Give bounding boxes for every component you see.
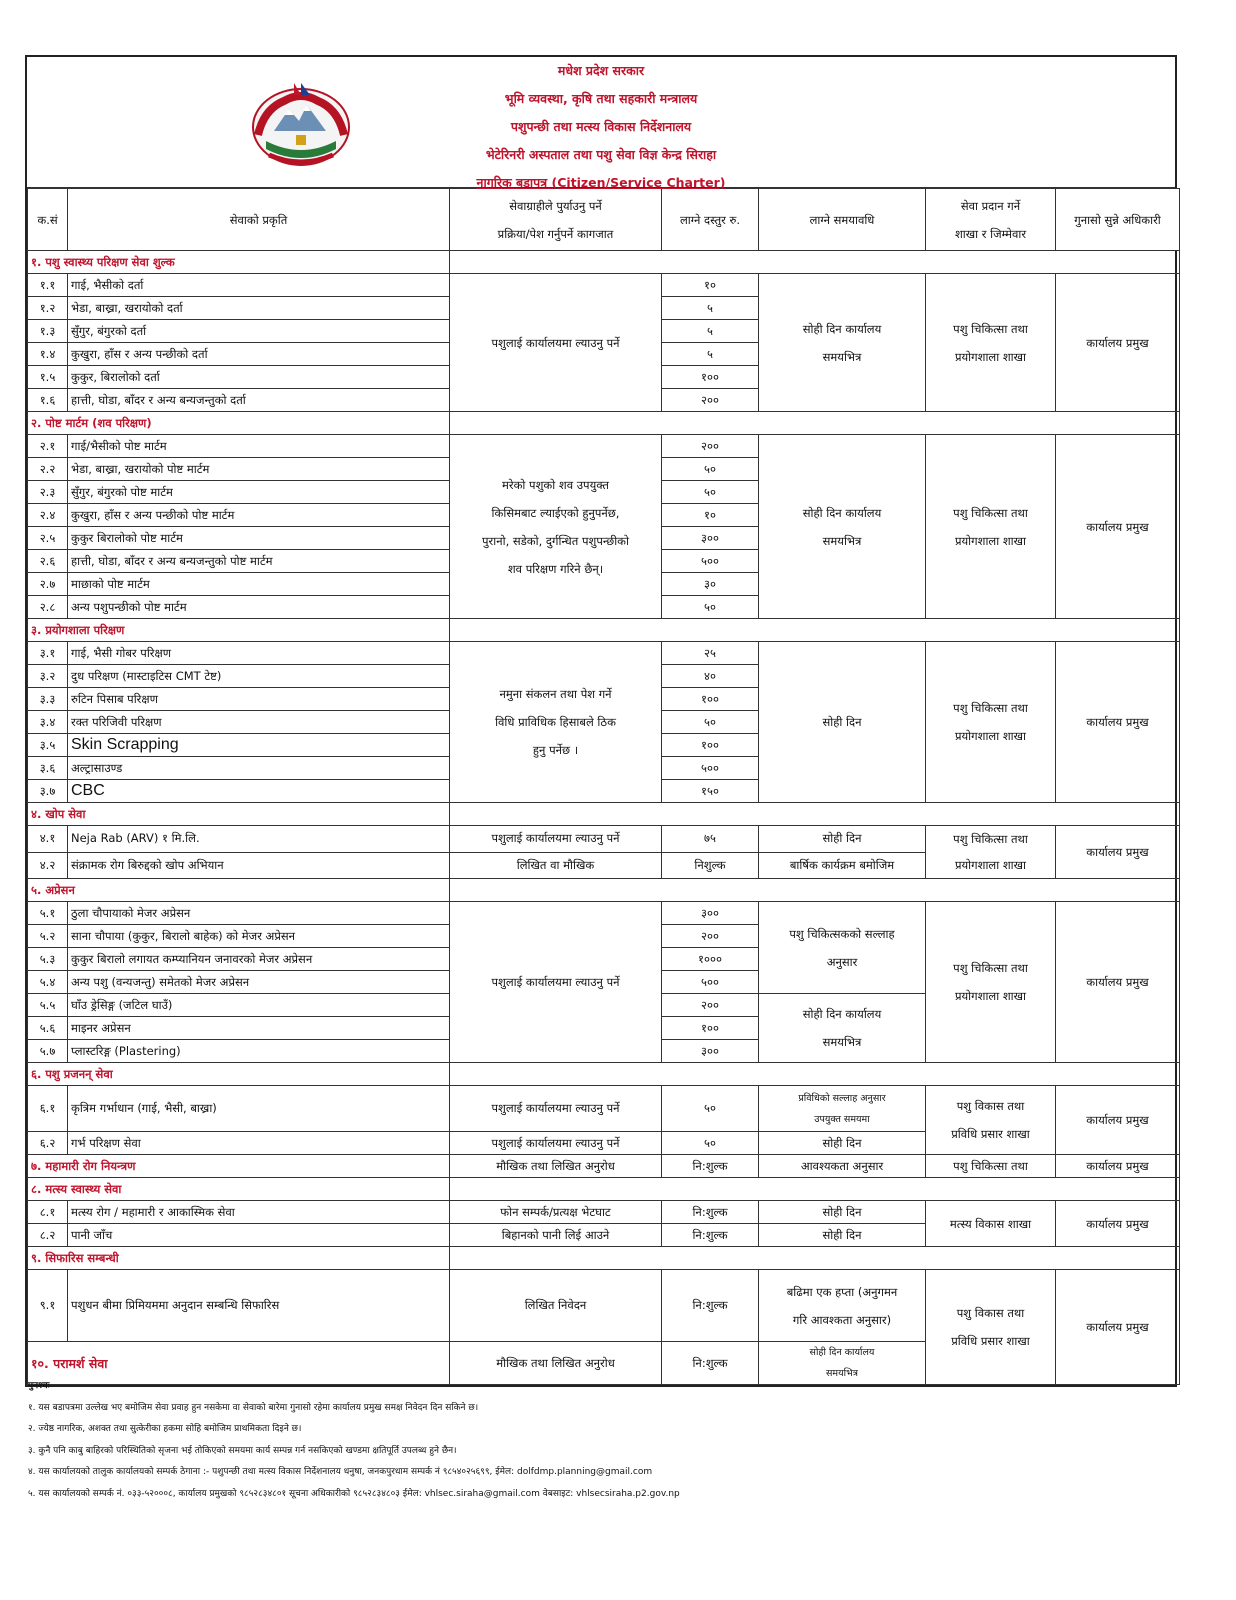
row-time: प्रविधिको सल्लाह अनुसार उपयुक्त समयमा [759,1086,926,1132]
row-fee: १००० [662,948,759,971]
row-officer: कार्यालय प्रमुख [1056,1155,1180,1178]
row-fee: ५०० [662,971,759,994]
row-fee: २०० [662,925,759,948]
row-name: सुँगुर, बंगुरको दर्ता [68,320,450,343]
col-sn: क.सं [28,189,68,251]
table-row [28,642,1180,665]
s3-branch: पशु चिकित्सा तथा प्रयोगशाला शाखा [926,642,1056,803]
s6-branch: पशु विकास तथा प्रविधि प्रसार शाखा [926,1086,1056,1155]
s2-officer: कार्यालय प्रमुख [1056,435,1180,619]
row-fee: ३०० [662,527,759,550]
row-no: २.२ [28,458,68,481]
table-row [28,435,1180,458]
row-name: माछाको पोष्ट मार्टम [68,573,450,596]
row-no: २.४ [28,504,68,527]
row-fee: ३०० [662,902,759,925]
row-name: गाई, भैसीको दर्ता [68,274,450,297]
row-name: गाई/भैसीको पोष्ट मार्टम [68,435,450,458]
row-no: ९.१ [28,1270,68,1342]
row-no: ५.१ [28,902,68,925]
row-fee: २०० [662,389,759,412]
row-no: ५.२ [28,925,68,948]
row-name: अन्य पशुपन्छीको पोष्ट मार्टम [68,596,450,619]
s6-officer: कार्यालय प्रमुख [1056,1086,1180,1155]
note-item: ३. कुनै पनि काबु बाहिरको परिस्थितिको सृजना भई तोकिएको समयमा कार्य सम्पन्न गर्न नसकिएको खण्डमा क्षतिपूर्ति उपलब्ध हुने छैन। [28,1445,457,1456]
header-line-3: पशुपन्छी तथा मत्स्य विकास निर्देशनालय [510,119,692,134]
row-fee: ५० [662,596,759,619]
s3-process: नमुना संकलन तथा पेश गर्ने विधि प्राविधिक हिसाबले ठिक हुनु पर्नेछ । [450,642,662,803]
table-row [28,1201,1180,1224]
table-row [28,1086,1180,1132]
row-fee: ५ [662,343,759,366]
row-no: २.१ [28,435,68,458]
row-name: भेडा, बाख्रा, खरायोको पोष्ट मार्टम [68,458,450,481]
row-fee: २०० [662,994,759,1017]
row-fee: नि:शुल्क [662,1270,759,1342]
table-row [28,274,1180,297]
row-no: ३.१ [28,642,68,665]
section-title: ७. महामारी रोग नियन्त्रण [28,1155,450,1178]
note-item: ५. यस कार्यालयको सम्पर्क नं. ०३३-५२०००८, कार्यालय प्रमुखको ९८५२८३४८०१ सूचना अधिकारीको ९८५२८३४८०३ ईमेल: vhlsec.siraha@gmail.com वेबसाइट: vhlsecsiraha.p2.gov.np [28,1488,680,1499]
section-8-row [28,1178,1180,1201]
row-name: दुध परिक्षण (मास्टाइटिस CMT टेष्ट) [68,665,450,688]
row-name: भेडा, बाख्रा, खरायोको दर्ता [68,297,450,320]
row-fee: १०० [662,734,759,757]
row-fee: ५० [662,1132,759,1155]
row-name: Neja Rab (ARV) १ मि.लि. [68,826,450,853]
s1-process: पशुलाई कार्यालयमा ल्याउनु पर्ने [450,274,662,412]
charter-header [27,57,1175,188]
s1-time: सोही दिन कार्यालय समयभित्र [759,274,926,412]
row-name: अन्य पशु (वन्यजन्तु) समेतको मेजर अप्रेसन [68,971,450,994]
row-fee: ५० [662,711,759,734]
s2-branch: पशु चिकित्सा तथा प्रयोगशाला शाखा [926,435,1056,619]
s1-branch: पशु चिकित्सा तथा प्रयोगशाला शाखा [926,274,1056,412]
row-no: १.४ [28,343,68,366]
row-name: CBC [68,780,450,803]
row-name: माइनर अप्रेसन [68,1017,450,1040]
s2-time: सोही दिन कार्यालय समयभित्र [759,435,926,619]
row-fee: १० [662,274,759,297]
section-title: १०. परामर्श सेवा [28,1342,450,1385]
row-fee: ४० [662,665,759,688]
row-fee: २०० [662,435,759,458]
section-6-row [28,1063,1180,1086]
section-title: ६. पशु प्रजनन् सेवा [28,1063,450,1086]
footnotes [28,1376,1208,1505]
s4-officer: कार्यालय प्रमुख [1056,826,1180,879]
header-line-1: मधेश प्रदेश सरकार [557,63,645,78]
s3-officer: कार्यालय प्रमुख [1056,642,1180,803]
row-fee: ७५ [662,826,759,853]
col-fee: लाग्ने दस्तुर रु. [662,189,759,251]
s5-time-b: सोही दिन कार्यालय समयभित्र [759,994,926,1063]
row-fee: १५० [662,780,759,803]
row-fee: ५० [662,481,759,504]
section-title: ५. अप्रेसन [28,879,450,902]
row-time: सोही दिन [759,1224,926,1247]
row-no: ५.७ [28,1040,68,1063]
row-fee: ५० [662,1086,759,1132]
section-2-row [28,412,1180,435]
row-name: कुकुर बिरालो लगायत कम्प्यानियन जनावरको मेजर अप्रेसन [68,948,450,971]
col-nature: सेवाको प्रकृति [68,189,450,251]
row-no: १.५ [28,366,68,389]
row-name: कृत्रिम गर्भाधान (गाई, भैसी, बाख्रा) [68,1086,450,1132]
header-line-4: भेटेरिनरी अस्पताल तथा पशु सेवा विज्ञ केन्द्र सिराहा [485,147,717,162]
row-time: सोही दिन [759,1132,926,1155]
row-name: कुकुर बिरालोको पोष्ट मार्टम [68,527,450,550]
row-fee: १०० [662,688,759,711]
note-item: २. ज्येष्ठ नागरिक, अशक्त तथा सुत्केरीका हकमा सोहि बमोजिम प्राथमिकता दिइने छ। [28,1424,302,1434]
row-name: गर्भ परिक्षण सेवा [68,1132,450,1155]
row-process: पशुलाई कार्यालयमा ल्याउनु पर्ने [450,1086,662,1132]
s5-process: पशुलाई कार्यालयमा ल्याउनु पर्ने [450,902,662,1063]
s8-officer: कार्यालय प्रमुख [1056,1201,1180,1247]
row-time: सोही दिन कार्यालय समयभित्र [759,1342,926,1385]
row-no: ८.२ [28,1224,68,1247]
table-row [28,902,1180,925]
section-3-row [28,619,1180,642]
row-no: ६.१ [28,1086,68,1132]
row-fee: निशुल्क [662,852,759,879]
row-time: बढिमा एक हप्ता (अनुगमन गरि आवश्कता अनुसार) [759,1270,926,1342]
row-no: २.३ [28,481,68,504]
section-5-row [28,879,1180,902]
notes-heading: पुनश्चः [28,1381,50,1391]
table-header-row [28,189,1180,251]
s8-branch: मत्स्य विकास शाखा [926,1201,1056,1247]
row-fee: १० [662,504,759,527]
row-no: ५.४ [28,971,68,994]
row-no: २.७ [28,573,68,596]
row-process: पशुलाई कार्यालयमा ल्याउनु पर्ने [450,1132,662,1155]
row-no: २.६ [28,550,68,573]
row-no: ३.७ [28,780,68,803]
row-name: घाँउ ड्रेसिङ्ग (जटिल घाउँ) [68,994,450,1017]
row-name: ठुला चौपायाको मेजर अप्रेसन [68,902,450,925]
section-7-row [28,1155,1180,1178]
row-name: मत्स्य रोग / महामारी र आकास्मिक सेवा [68,1201,450,1224]
section-title: १. पशु स्वास्थ्य परिक्षण सेवा शुल्क [28,251,450,274]
row-fee: १०० [662,366,759,389]
row-branch: पशु चिकित्सा तथा [926,1155,1056,1178]
row-time: सोही दिन [759,826,926,853]
section-9-row [28,1247,1180,1270]
row-time: बार्षिक कार्यक्रम बमोजिम [759,852,926,879]
row-fee: नि:शुल्क [662,1155,759,1178]
section-1-row [28,251,1180,274]
section-title: ४. खोप सेवा [28,803,450,826]
row-fee: ५ [662,297,759,320]
row-name: साना चौपाया (कुकुर, बिरालो बाहेक) को मेजर अप्रेसन [68,925,450,948]
row-name: अल्ट्रासाउण्ड [68,757,450,780]
section-title: ३. प्रयोगशाला परिक्षण [28,619,450,642]
row-no: ३.४ [28,711,68,734]
note-item: ४. यस कार्यालयको तालुक कार्यालयको सम्पर्क ठेगाना :- पशुपन्छी तथा मत्स्य विकास निर्देशनालय धनुषा, जनकपुरधाम सम्पर्क नं ९८५४०२५६९९, ईमेल: dolfdmp.planning@gmail.com [28,1467,653,1477]
section-title: ९. सिफारिस सम्बन्धी [28,1247,450,1270]
note-item: १. यस बडापत्रमा उल्लेख भए बमोजिम सेवा प्रवाह हुन नसकेमा वा सेवाको बारेमा गुनासो रहेमा कार्यालय प्रमुख समक्ष निवेदन दिन सकिने छ। [28,1402,479,1413]
s3-time: सोही दिन [759,642,926,803]
row-name: संक्रामक रोग बिरुद्दको खोप अभियान [68,852,450,879]
row-fee: २५ [662,642,759,665]
charter-title: नागरिक बडापत्र (Citizen/Service Charter) [476,175,726,190]
row-name: पशुधन बीमा प्रिमियममा अनुदान सम्बन्धि सिफारिस [68,1270,450,1342]
row-name: हात्ती, घोडा, बाँदर र अन्य बन्यजन्तुको दर्ता [68,389,450,412]
row-no: ३.२ [28,665,68,688]
section-4-row [28,803,1180,826]
row-process: लिखित निवेदन [450,1270,662,1342]
row-name: रुटिन पिसाब परिक्षण [68,688,450,711]
col-branch: सेवा प्रदान गर्ने शाखा र जिम्मेवार [926,189,1056,251]
row-fee: १०० [662,1017,759,1040]
row-no: १.१ [28,274,68,297]
row-name: कुखुरा, हाँस र अन्य पन्छीको दर्ता [68,343,450,366]
row-process: पशुलाई कार्यालयमा ल्याउनु पर्ने [450,826,662,853]
s4-branch: पशु चिकित्सा तथा प्रयोगशाला शाखा [926,826,1056,879]
row-time: सोही दिन [759,1201,926,1224]
row-fee: ५०० [662,757,759,780]
row-process: फोन सम्पर्क/प्रत्यक्ष भेटघाट [450,1201,662,1224]
row-no: ५.६ [28,1017,68,1040]
row-fee: नि:शुल्क [662,1342,759,1385]
row-name: पानी जाँच [68,1224,450,1247]
row-fee: ३० [662,573,759,596]
row-process: मौखिक तथा लिखित अनुरोध [450,1155,662,1178]
service-table [27,188,1180,1385]
header-line-2: भूमि व्यवस्था, कृषि तथा सहकारी मन्त्रालय [504,91,698,106]
row-name: गाई, भैसी गोबर परिक्षण [68,642,450,665]
row-fee: ३०० [662,1040,759,1063]
row-fee: ५ [662,320,759,343]
row-name: Skin Scrapping [68,734,450,757]
row-process: बिहानको पानी लिई आउने [450,1224,662,1247]
row-fee: नि:शुल्क [662,1224,759,1247]
row-no: १.३ [28,320,68,343]
row-no: ३.६ [28,757,68,780]
row-process: लिखित वा मौखिक [450,852,662,879]
s9-officer: कार्यालय प्रमुख [1056,1270,1180,1385]
row-no: ४.२ [28,852,68,879]
s2-process: मरेको पशुको शव उपयुक्त किसिमबाट ल्याईएको हुनुपर्नेछ, पुरानो, सडेको, दुर्गन्धित पशुपन्छीको शव परिक्षण गरिने छैन्। [450,435,662,619]
row-no: ३.३ [28,688,68,711]
row-process: मौखिक तथा लिखित अनुरोध [450,1342,662,1385]
row-fee: ५० [662,458,759,481]
s9-branch: पशु विकास तथा प्रविधि प्रसार शाखा [926,1270,1056,1385]
row-name: हात्ती, घोडा, बाँदर र अन्य बन्यजन्तुको पोष्ट मार्टम [68,550,450,573]
row-name: प्लास्टरिङ्ग (Plastering) [68,1040,450,1063]
col-process: सेवाग्राहीले पुर्याउनु पर्ने प्रक्रिया/पेश गर्नुपर्ने कागजात [450,189,662,251]
row-name: रक्त परिजिवी परिक्षण [68,711,450,734]
row-fee: नि:शुल्क [662,1201,759,1224]
row-time: आवश्यकता अनुसार [759,1155,926,1178]
row-no: ३.५ [28,734,68,757]
row-no: ५.५ [28,994,68,1017]
table-row [28,826,1180,853]
section-title: ८. मत्स्य स्वास्थ्य सेवा [28,1178,450,1201]
row-no: ६.२ [28,1132,68,1155]
s5-officer: कार्यालय प्रमुख [1056,902,1180,1063]
row-name: कुकुर, बिरालोको दर्ता [68,366,450,389]
row-no: १.२ [28,297,68,320]
col-time: लाग्ने समयावधि [759,189,926,251]
row-no: ५.३ [28,948,68,971]
table-row [28,1270,1180,1342]
row-name: सुँगुर, बंगुरको पोष्ट मार्टम [68,481,450,504]
row-no: २.५ [28,527,68,550]
row-no: २.८ [28,596,68,619]
s1-officer: कार्यालय प्रमुख [1056,274,1180,412]
section-title: २. पोष्ट मार्टम (शव परिक्षण) [28,412,450,435]
row-fee: ५०० [662,550,759,573]
col-officer: गुनासो सुन्ने अधिकारी [1056,189,1180,251]
s5-time-a: पशु चिकित्सकको सल्लाह अनुसार [759,902,926,994]
s5-branch: पशु चिकित्सा तथा प्रयोगशाला शाखा [926,902,1056,1063]
row-name: कुखुरा, हाँस र अन्य पन्छीको पोष्ट मार्टम [68,504,450,527]
row-no: ८.१ [28,1201,68,1224]
row-no: ४.१ [28,826,68,853]
row-no: १.६ [28,389,68,412]
citizen-charter-frame [25,55,1177,1387]
